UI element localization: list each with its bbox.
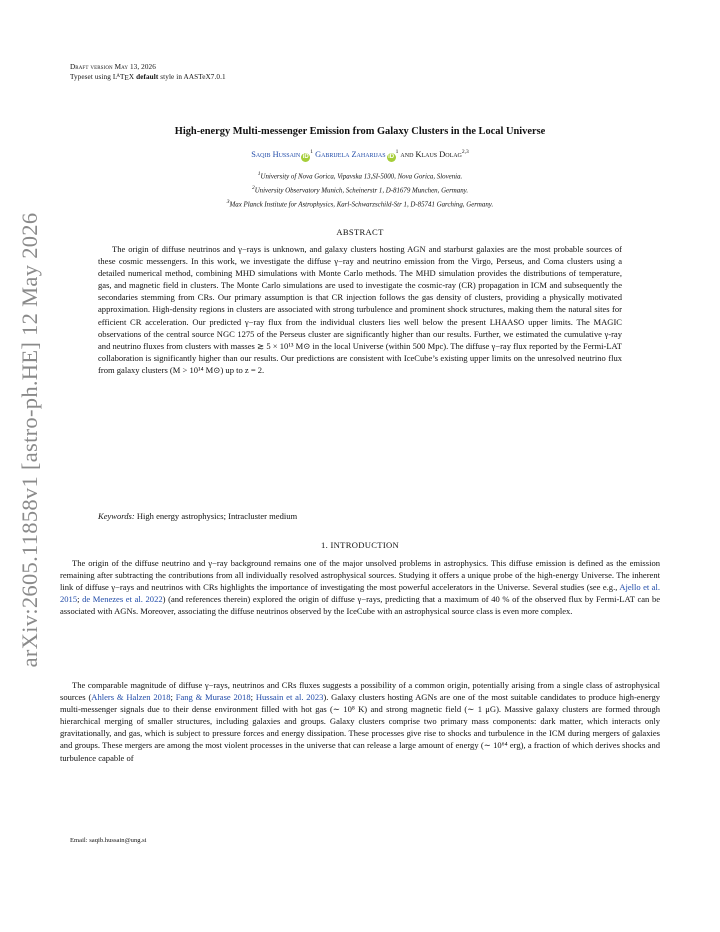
citation-link[interactable]: Ahlers & Halzen 2018 <box>91 692 171 703</box>
keywords <box>98 511 297 521</box>
section-heading: 1. INTRODUCTION <box>320 540 400 550</box>
keywords-label: Keywords: <box>98 511 135 521</box>
author-and: and <box>400 149 414 159</box>
author-affil-sup: 1 <box>395 149 399 155</box>
citation-link[interactable]: Ajello et al. 2015 <box>60 582 660 605</box>
author-name[interactable]: Saqib Hussain <box>251 149 301 159</box>
arxiv-id[interactable]: arXiv:2605.11858v1 [astro-ph.HE] 12 May 2026 <box>17 212 42 668</box>
typeset-line: Typeset using $L^AT_EX$ default style in AASTeX7.0.1 <box>70 73 226 82</box>
affiliation: $^2$University Observatory Munich, Scheinerstr 1, D-81679 Munchen, Germany. <box>251 185 469 195</box>
affiliation: $^1$University of Nova Gorica, Vipavska 13,SI-5000, Nova Gorica, Slovenia. <box>257 171 463 181</box>
paper-title: High-energy Multi-messenger Emission from Galaxy Clusters in the Local Universe <box>174 126 546 137</box>
affiliation: $^3$Max Planck Institute for Astrophysics, Karl-Schwarzschild-Str 1, D-85741 Garching, Germany. <box>226 199 494 209</box>
orcid-icon[interactable]: iD <box>302 153 309 160</box>
author-affil-sup: 1 <box>310 149 314 155</box>
abstract-heading: ABSTRACT <box>336 227 384 237</box>
citation-link[interactable]: de Menezes et al. 2022 <box>82 594 163 605</box>
citation-link[interactable]: Hussain et al. 2023 <box>255 692 324 703</box>
arxiv-sidebar-stamp <box>0 212 60 668</box>
intro-paragraph-1: The origin of the diffuse neutrino and γ−ray background remains one of the major unsolved problems in astrophysics. This diffuse emission is defined as the emission remaining after subtracting the contributions from all individually resolved astrophysical sources. Studying it offers a unique probe of the high-energy Universe. The inherent link of diffuse γ−rays and neutrinos with CRs highlights the importance of investigating the most powerful accelerators in the Universe. Several studies (see e.g., Ajello et al. 2015; de Menezes et al. 2022) (and references therein) explored the origin of diffuse γ−rays, predicting that a maximum of 40 % of the observed flux by Fermi-LAT can be associated with AGNs. Moreover, associating the diffuse neutrinos observed by the IceCube with an astrophysical source class is even more complex. <box>60 558 661 617</box>
author-name[interactable]: Gabrijela Zaharijas <box>315 149 386 159</box>
keywords-text: High energy astrophysics; Intracluster medium <box>136 511 298 521</box>
citation-link[interactable]: Fang & Murase 2018 <box>175 692 251 703</box>
author-name: Klaus Dolag <box>415 149 462 159</box>
intro-paragraph-2: The comparable magnitude of diffuse γ−rays, neutrinos and CRs fluxes suggests a possibility of a common origin, potentially arising from a single class of astrophysical sources (Ahlers & Halzen 2018; Fang & Murase 2018; Hussain et al. 2023). Galaxy clusters hosting AGNs are one of the most suitable candidates to produce high-energy multi-messenger signals due to their dense environment filled with hot gas (∼ 10⁸ K) and strong magnetic field (∼ 1 μG). Massive galaxy clusters are formed through hierarchical merging of smaller structures, including galaxies and groups. Galaxy clusters comprise two primary mass components: dark matter, which interacts only gravitationally, and gas, which is subject to pressure forces and energy dissipation. These processes give rise to shocks and turbulence in the ICM during mergers of galaxies and groups. These mergers are among the most violent processes in the universe that can release a large amount of energy (∼ 10⁶⁴ erg), a fraction of which derives shocks and turbulence capable of <box>60 680 661 763</box>
orcid-icon[interactable]: iD <box>388 153 395 160</box>
author-affil-sup: 2,3 <box>461 149 469 155</box>
abstract-text: The origin of diffuse neutrinos and γ−rays is unknown, and galaxy clusters hosting AGN and starburst galaxies are the most probable sources of these cosmic messengers. In this work, we investigate the diffuse γ−ray and neutrino emission from the Virgo, Perseus, and Coma clusters using a detailed numerical method, combining MHD simulations with Monte Carlo methods. The MHD simulation provides the distributions of temperature, gas, and magnetic field in clusters. The Monte Carlo simulations are used to investigate the cosmic-ray (CR) propagation in ICM and subsequently the secondaries stemming from CRs. Our primary assumption is that CR injection follows the gas density of clusters, providing a physically motivated approximation. High-density regions in clusters are associated with strong turbulence and prominent shock structures, making them the natural sites for efficient CR acceleration. Our predicted γ−ray flux from the individual clusters lies well below the present LHAASO upper limits. The MAGIC observations of the central source NGC 1275 of the Perseus cluster are significantly higher than our results. Further, we estimated the cumulative γ-ray and neutrino fluxes from clusters with masses ≳ 5 × 10¹³ M⊙ in the local Universe (within 500 Mpc). The diffuse γ−ray flux reported by the Fermi-LAT collaboration is significantly higher than our results. Our predictions are consistent with IceCube’s existing upper limits on the unresolved neutrino flux from galaxy clusters (M > 10¹⁴ M⊙) up to z = 2. <box>98 244 622 375</box>
corresponding-email: Email: saqib.hussain@ung.si <box>70 837 147 844</box>
draft-header <box>70 62 226 83</box>
author-list <box>70 149 650 162</box>
draft-version-line: Draft version May 13, 2026 <box>70 63 156 71</box>
